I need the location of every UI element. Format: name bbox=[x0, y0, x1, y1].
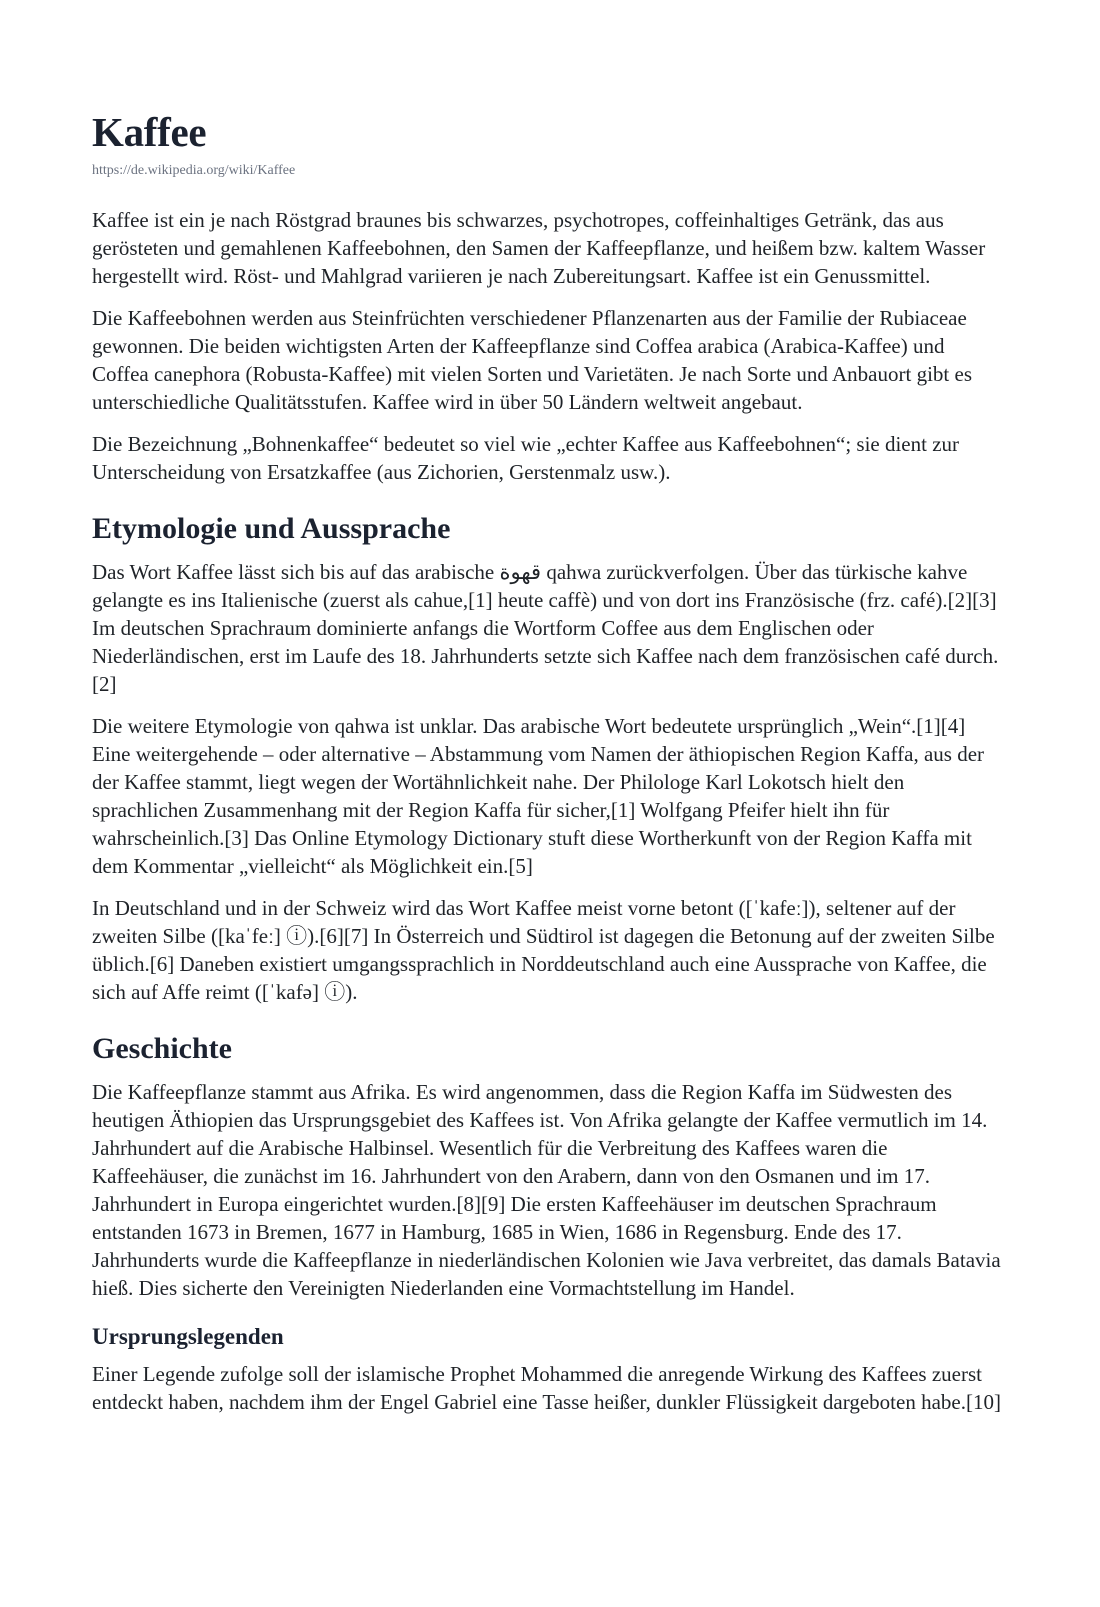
section-paragraph: Das Wort Kaffee lässt sich bis auf das arabische قهوة qahwa zurückverfolgen. Über das türkische kahve gelangte es ins Italienische (zuerst als cahue,[1] heute caffè) und von dort ins Französische (frz. café).[2][3] Im deutschen Sprachraum dominierte anfangs die Wortform Coffee aus dem Englischen oder Niederländischen, erst im Laufe des 18. Jahrhunderts setzte sich Kaffee nach dem französischen café durch.[2] bbox=[92, 560, 999, 696]
subsection-paragraph: Einer Legende zufolge soll der islamische Prophet Mohammed die anregende Wirkung des Kaffees zuerst entdeckt haben, nachdem ihm der Engel Gabriel eine Tasse heißer, dunkler Flüssigkeit dargeboten habe.[10] bbox=[92, 1362, 1001, 1414]
intro-paragraph: Die Kaffeebohnen werden aus Steinfrüchten verschiedener Pflanzenarten aus der Familie der Rubiaceae gewonnen. Die beiden wichtigsten Arten der Kaffeepflanze sind Coffea arabica (Arabica-Kaffee) und Coffea canephora (Robusta-Kaffee) mit vielen Sorten und Varietäten. Je nach Sorte und Anbauort gibt es unterschiedliche Qualitätsstufen. Kaffee wird in über 50 Ländern weltweit angebaut. bbox=[92, 306, 972, 414]
section-heading-etymologie: Etymologie und Aussprache bbox=[92, 512, 451, 545]
intro-paragraph: Die Bezeichnung „Bohnenkaffee“ bedeutet so viel wie „echter Kaffee aus Kaffeebohnen“; sie dient zur Unterscheidung von Ersatzkaffee (aus Zichorien, Gerstenmalz usw.). bbox=[92, 432, 960, 484]
article bbox=[92, 0, 1002, 1430]
section-paragraph: Die weitere Etymologie von qahwa ist unklar. Das arabische Wort bedeutete ursprünglich „Wein“.[1][4] Eine weitergehende – oder alternative – Abstammung vom Namen der äthiopischen Region Kaffa, aus der der Kaffee stammt, liegt wegen der Wortähnlichkeit nahe. Der Philologe Karl Lokotsch hielt den sprachlichen Zusammenhang mit der Region Kaffa für sicher,[1] Wolfgang Pfeifer hielt ihn für wahrscheinlich.[3] Das Online Etymology Dictionary stuft diese Wortherkunft von der Region Kaffa mit dem Kommentar „vielleicht“ als Möglichkeit ein.[5] bbox=[92, 714, 985, 878]
source-url-link[interactable]: https://de.wikipedia.org/wiki/Kaffee bbox=[92, 163, 296, 178]
section-paragraph: In Deutschland und in der Schweiz wird das Wort Kaffee meist vorne betont ([ˈkafeː]), seltener auf der zweiten Silbe ([kaˈfeː] ⓘ).[6][7] In Österreich und Südtirol ist dagegen die Betonung auf der zweiten Silbe üblich.[6] Daneben existiert umgangssprachlich in Norddeutschland auch eine Aussprache von Kaffee, die sich auf Affe reimt ([ˈkafə] ⓘ). bbox=[92, 896, 995, 1004]
section-paragraph: Die Kaffeepflanze stammt aus Afrika. Es wird angenommen, dass die Region Kaffa im Südwesten des heutigen Äthiopien das Ursprungsgebiet des Kaffees ist. Von Afrika gelangte der Kaffee vermutlich im 14. Jahrhundert auf die Arabische Halbinsel. Wesentlich für die Verbreitung des Kaffees waren die Kaffeehäuser, die zunächst im 16. Jahrhundert von den Arabern, dann von den Osmanen und im 17. Jahrhundert in Europa eingerichtet wurden.[8][9] Die ersten Kaffeehäuser im deutschen Sprachraum entstanden 1673 in Bremen, 1677 in Hamburg, 1685 in Wien, 1686 in Regensburg. Ende des 17. Jahrhunderts wurde die Kaffeepflanze in niederländischen Kolonien wie Java verbreitet, das damals Batavia hieß. Dies sicherte den Vereinigten Niederlanden eine Vormachtstellung im Handel. bbox=[92, 1080, 1001, 1300]
section-heading-geschichte: Geschichte bbox=[92, 1032, 232, 1065]
intro-paragraph: Kaffee ist ein je nach Röstgrad braunes bis schwarzes, psychotropes, coffeinhaltiges Getränk, das aus gerösteten und gemahlenen Kaffeebohnen, den Samen der Kaffeepflanze, und heißem bzw. kaltem Wasser hergestellt wird. Röst- und Mahlgrad variieren je nach Zubereitungsart. Kaffee ist ein Genussmittel. bbox=[92, 208, 986, 288]
page-title: Kaffee bbox=[92, 109, 207, 155]
subsection-heading-ursprungslegenden: Ursprungslegenden bbox=[92, 1324, 284, 1349]
